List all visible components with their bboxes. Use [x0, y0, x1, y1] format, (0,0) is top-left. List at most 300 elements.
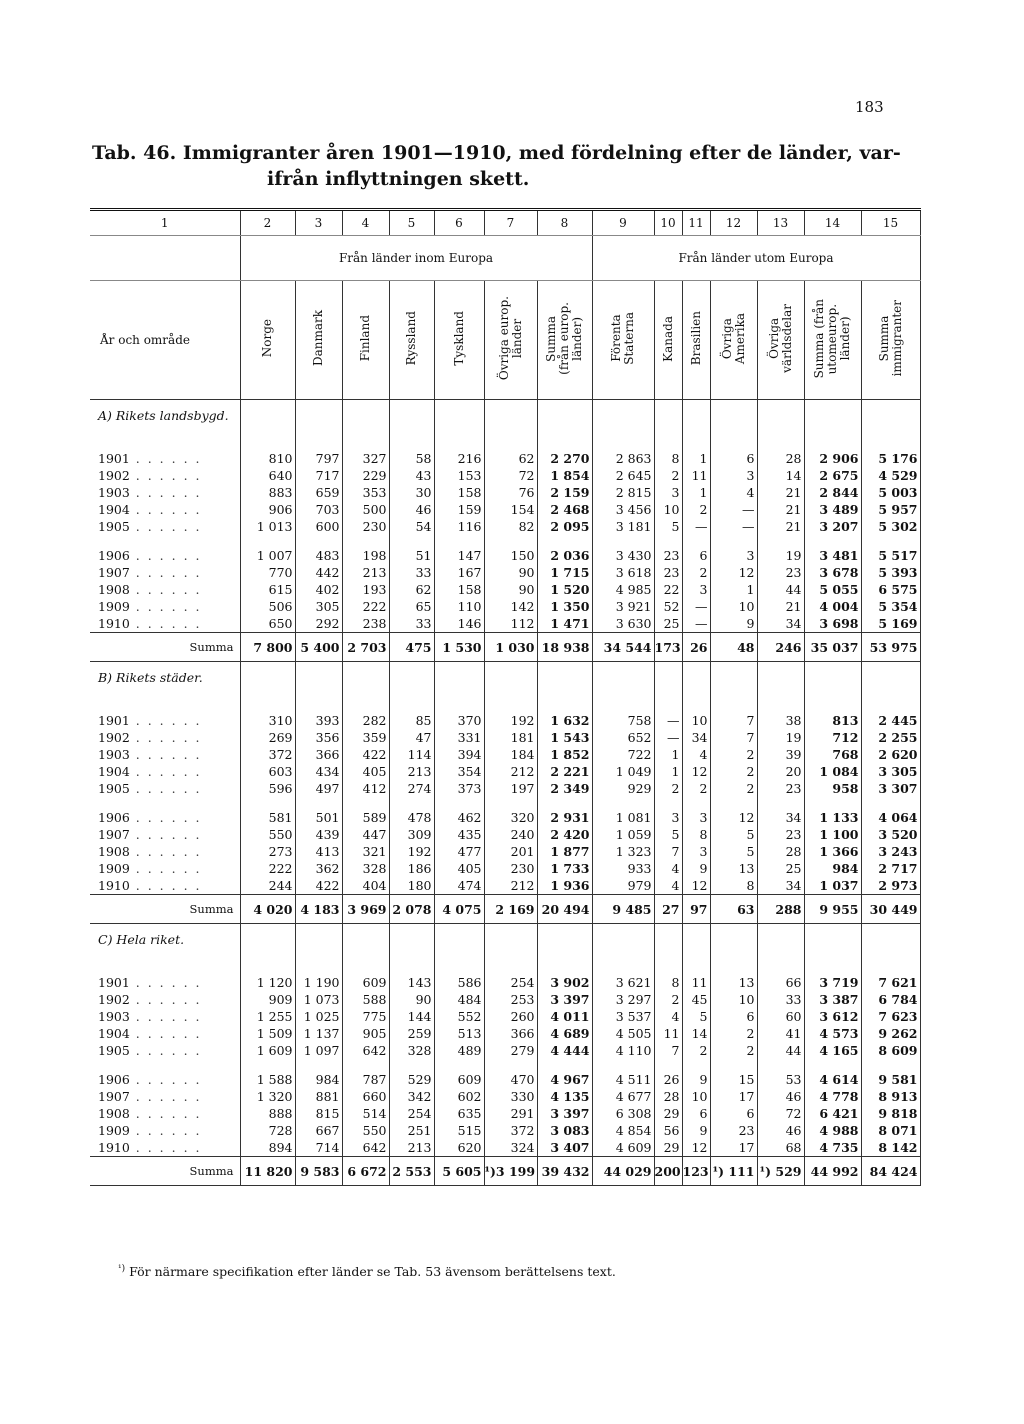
table-row [90, 598, 920, 615]
empty-cell [484, 535, 537, 547]
value-cell: 3 207 [804, 518, 861, 535]
leader-dots: . . . . . . [129, 451, 202, 466]
table-row [90, 763, 920, 780]
value-cell: 1 100 [804, 826, 861, 843]
value-cell: 513 [434, 1025, 484, 1042]
summa-cell: 63 [710, 895, 757, 924]
empty-cell [537, 662, 592, 713]
value-cell: 154 [484, 501, 537, 518]
value-cell: 13 [710, 860, 757, 877]
value-cell: 328 [389, 1042, 434, 1059]
summa-cell: 20 494 [537, 895, 592, 924]
value-cell: 1 059 [592, 826, 654, 843]
value-cell: 238 [342, 615, 389, 633]
year-label: 1909 [98, 861, 130, 876]
value-cell: 2 [682, 501, 710, 518]
value-cell: 3 489 [804, 501, 861, 518]
empty-cell [592, 797, 654, 809]
summa-cell: 35 037 [804, 633, 861, 662]
value-cell: 110 [434, 598, 484, 615]
empty-cell [804, 797, 861, 809]
leader-dots: . . . . . . [129, 582, 202, 597]
value-cell: 659 [295, 484, 342, 501]
value-cell: 29 [654, 1105, 682, 1122]
value-cell: 274 [389, 780, 434, 797]
table-row [90, 826, 920, 843]
empty-cell [342, 1059, 389, 1071]
empty-cell [710, 924, 757, 975]
value-cell: 370 [434, 712, 484, 729]
summa-cell: 173 [654, 633, 682, 662]
year-cell [90, 1122, 240, 1139]
table-row [90, 1071, 920, 1088]
value-cell: 2 036 [537, 547, 592, 564]
value-cell: 2 255 [861, 729, 920, 746]
value-cell: 25 [654, 615, 682, 633]
column-header-label: Övriga europ. länder [496, 296, 524, 381]
value-cell: 5 302 [861, 518, 920, 535]
value-cell: 320 [484, 809, 537, 826]
table-row [90, 547, 920, 564]
value-cell: 589 [342, 809, 389, 826]
value-cell: 8 [682, 826, 710, 843]
value-cell: 1 609 [240, 1042, 295, 1059]
year-label: 1901 [98, 713, 130, 728]
year-cell [90, 877, 240, 895]
year-cell [90, 1105, 240, 1122]
value-cell: 394 [434, 746, 484, 763]
value-cell: 158 [434, 581, 484, 598]
value-cell: 787 [342, 1071, 389, 1088]
value-cell: 26 [654, 1071, 682, 1088]
summa-cell: 48 [710, 633, 757, 662]
value-cell: 5 [654, 518, 682, 535]
year-cell [90, 564, 240, 581]
value-cell: 7 623 [861, 1008, 920, 1025]
value-cell: 905 [342, 1025, 389, 1042]
value-cell: 894 [240, 1139, 295, 1157]
value-cell: 484 [434, 991, 484, 1008]
table-row [90, 1008, 920, 1025]
section-header-row [90, 924, 920, 975]
value-cell: 2 221 [537, 763, 592, 780]
value-cell: 2 815 [592, 484, 654, 501]
value-cell: 1 [682, 484, 710, 501]
value-cell: 2 717 [861, 860, 920, 877]
value-cell: 714 [295, 1139, 342, 1157]
value-cell: 12 [682, 763, 710, 780]
summa-row [90, 633, 920, 662]
year-cell [90, 467, 240, 484]
value-cell: 4 [710, 484, 757, 501]
summa-cell: 123 [682, 1157, 710, 1186]
empty-cell [861, 400, 920, 451]
summa-cell: 26 [682, 633, 710, 662]
value-cell: 38 [757, 712, 804, 729]
value-cell: 2 [710, 763, 757, 780]
column-header-label: Danmark [311, 310, 325, 367]
value-cell: 10 [654, 501, 682, 518]
value-cell: 310 [240, 712, 295, 729]
year-label: 1903 [98, 1009, 130, 1024]
empty-cell [757, 1059, 804, 1071]
value-cell: 66 [757, 974, 804, 991]
summa-cell: 2 169 [484, 895, 537, 924]
column-header-label: Tyskland [451, 311, 466, 366]
value-cell: 768 [804, 746, 861, 763]
value-cell: 158 [434, 484, 484, 501]
value-cell: 2 [654, 467, 682, 484]
summa-cell: 30 449 [861, 895, 920, 924]
value-cell: 2 [710, 1042, 757, 1059]
table-row [90, 518, 920, 535]
table-row [90, 780, 920, 797]
column-number: 2 [240, 210, 295, 236]
empty-cell [592, 400, 654, 451]
empty-cell [389, 535, 434, 547]
year-label: 1908 [98, 582, 130, 597]
value-cell: 422 [295, 877, 342, 895]
value-cell: 1 137 [295, 1025, 342, 1042]
summa-cell: 6 672 [342, 1157, 389, 1186]
value-cell: 260 [484, 1008, 537, 1025]
year-label: 1902 [98, 730, 130, 745]
value-cell: 197 [484, 780, 537, 797]
empty-cell [484, 797, 537, 809]
year-label: 1910 [98, 616, 130, 631]
summa-cell: 2 703 [342, 633, 389, 662]
value-cell: 2 645 [592, 467, 654, 484]
table-row [90, 1139, 920, 1157]
value-cell: 51 [389, 547, 434, 564]
leader-dots: . . . . . . [129, 992, 202, 1007]
value-cell: 412 [342, 780, 389, 797]
column-number: 4 [342, 210, 389, 236]
column-header-label: Övriga världsdelar [766, 304, 794, 373]
column-header [592, 281, 654, 400]
column-number: 12 [710, 210, 757, 236]
empty-cell [342, 797, 389, 809]
year-cell [90, 1025, 240, 1042]
value-cell: 1 366 [804, 843, 861, 860]
empty-cell [389, 797, 434, 809]
leader-dots: . . . . . . [129, 827, 202, 842]
value-cell: 552 [434, 1008, 484, 1025]
value-cell: 4 689 [537, 1025, 592, 1042]
empty-cell [537, 797, 592, 809]
value-cell: 3 520 [861, 826, 920, 843]
empty-cell [757, 535, 804, 547]
value-cell: 85 [389, 712, 434, 729]
value-cell: 1 632 [537, 712, 592, 729]
value-cell: 23 [757, 780, 804, 797]
value-cell: 44 [757, 581, 804, 598]
column-header [682, 281, 710, 400]
year-label: 1904 [98, 764, 130, 779]
value-cell: 6 [682, 547, 710, 564]
empty-cell [592, 662, 654, 713]
value-cell: 15 [710, 1071, 757, 1088]
empty-cell [861, 662, 920, 713]
value-cell: 5 [654, 826, 682, 843]
value-cell: 222 [240, 860, 295, 877]
table-title [92, 140, 942, 192]
year-cell [90, 712, 240, 729]
value-cell: 4 135 [537, 1088, 592, 1105]
empty-cell [295, 662, 342, 713]
value-cell: 23 [757, 564, 804, 581]
value-cell: 1 877 [537, 843, 592, 860]
year-label: 1908 [98, 844, 130, 859]
empty-cell [240, 1059, 295, 1071]
value-cell: 254 [389, 1105, 434, 1122]
value-cell: 3 181 [592, 518, 654, 535]
empty-cell [537, 400, 592, 451]
summa-row [90, 1157, 920, 1186]
value-cell: 34 [682, 729, 710, 746]
column-number: 6 [434, 210, 484, 236]
value-cell: 4 110 [592, 1042, 654, 1059]
value-cell: 9 581 [861, 1071, 920, 1088]
empty-cell [861, 924, 920, 975]
value-cell: 1 [710, 581, 757, 598]
value-cell: 642 [342, 1139, 389, 1157]
value-cell: 9 [682, 1071, 710, 1088]
value-cell: 180 [389, 877, 434, 895]
value-cell: 46 [757, 1088, 804, 1105]
value-cell: 478 [389, 809, 434, 826]
table-row [90, 1025, 920, 1042]
year-label: 1906 [98, 548, 130, 563]
value-cell: 366 [295, 746, 342, 763]
value-cell: 359 [342, 729, 389, 746]
table-row [90, 843, 920, 860]
value-cell: 324 [484, 1139, 537, 1157]
empty-cell [389, 400, 434, 451]
value-cell: 14 [682, 1025, 710, 1042]
value-cell: 550 [240, 826, 295, 843]
value-cell: 1 520 [537, 581, 592, 598]
value-cell: 213 [389, 1139, 434, 1157]
value-cell: 758 [592, 712, 654, 729]
empty-cell [389, 924, 434, 975]
column-header [342, 281, 389, 400]
value-cell: 462 [434, 809, 484, 826]
value-cell: 3 [654, 809, 682, 826]
empty-cell [654, 924, 682, 975]
value-cell: 2 844 [804, 484, 861, 501]
empty-cell [240, 797, 295, 809]
value-cell: 813 [804, 712, 861, 729]
table-row [90, 501, 920, 518]
column-number-row [90, 210, 920, 236]
value-cell: 722 [592, 746, 654, 763]
leader-dots: . . . . . . [129, 713, 202, 728]
value-cell: 354 [434, 763, 484, 780]
table-row [90, 729, 920, 746]
value-cell: 198 [342, 547, 389, 564]
value-cell: 12 [710, 809, 757, 826]
leader-dots: . . . . . . [129, 1089, 202, 1104]
year-label: 1901 [98, 975, 130, 990]
value-cell: 881 [295, 1088, 342, 1105]
value-cell: 201 [484, 843, 537, 860]
year-cell [90, 1008, 240, 1025]
value-cell: 90 [389, 991, 434, 1008]
summa-cell: 39 432 [537, 1157, 592, 1186]
summa-cell: 44 029 [592, 1157, 654, 1186]
year-cell [90, 581, 240, 598]
value-cell: 4 988 [804, 1122, 861, 1139]
empty-cell [710, 1059, 757, 1071]
value-cell: 222 [342, 598, 389, 615]
empty-cell [682, 400, 710, 451]
column-number: 3 [295, 210, 342, 236]
year-cell [90, 1071, 240, 1088]
value-cell: 273 [240, 843, 295, 860]
column-number: 9 [592, 210, 654, 236]
value-cell: 362 [295, 860, 342, 877]
value-cell: 4 064 [861, 809, 920, 826]
value-cell: 8 [654, 450, 682, 467]
table-row [90, 860, 920, 877]
value-cell: 1 509 [240, 1025, 295, 1042]
value-cell: 1 097 [295, 1042, 342, 1059]
value-cell: 470 [484, 1071, 537, 1088]
value-cell: 328 [342, 860, 389, 877]
summa-cell: 200 [654, 1157, 682, 1186]
empty-cell [804, 662, 861, 713]
value-cell: 34 [757, 615, 804, 633]
table-row [90, 581, 920, 598]
leader-dots: . . . . . . [129, 1123, 202, 1138]
value-cell: 10 [710, 598, 757, 615]
year-label: 1907 [98, 565, 130, 580]
empty-cell [484, 924, 537, 975]
empty-cell [710, 662, 757, 713]
value-cell: — [682, 598, 710, 615]
empty-cell [537, 924, 592, 975]
value-cell: 10 [682, 712, 710, 729]
empty-cell [90, 535, 240, 547]
value-cell: 5 957 [861, 501, 920, 518]
value-cell: 21 [757, 598, 804, 615]
value-cell: 728 [240, 1122, 295, 1139]
value-cell: 212 [484, 763, 537, 780]
value-cell: 142 [484, 598, 537, 615]
empty-cell [592, 1059, 654, 1071]
value-cell: 33 [389, 615, 434, 633]
year-label: 1905 [98, 781, 130, 796]
value-cell: 62 [484, 450, 537, 467]
value-cell: 6 784 [861, 991, 920, 1008]
year-cell [90, 746, 240, 763]
value-cell: 153 [434, 467, 484, 484]
leader-dots: . . . . . . [129, 747, 202, 762]
value-cell: 251 [389, 1122, 434, 1139]
value-cell: 5 [682, 1008, 710, 1025]
section-header-row [90, 400, 920, 451]
value-cell: 650 [240, 615, 295, 633]
title-line-2: ifrån inflyttningen skett. [267, 168, 530, 190]
year-cell [90, 729, 240, 746]
column-number: 14 [804, 210, 861, 236]
value-cell: 3 307 [861, 780, 920, 797]
column-header [434, 281, 484, 400]
value-cell: 797 [295, 450, 342, 467]
value-cell: 1 190 [295, 974, 342, 991]
value-cell: 21 [757, 484, 804, 501]
value-cell: 609 [342, 974, 389, 991]
value-cell: 2 [654, 991, 682, 1008]
value-cell: 23 [757, 826, 804, 843]
section-title: C) Hela riket. [90, 924, 240, 975]
value-cell: 60 [757, 1008, 804, 1025]
value-cell: 213 [342, 564, 389, 581]
column-header [537, 281, 592, 400]
value-cell: 23 [654, 547, 682, 564]
leader-dots: . . . . . . [129, 1140, 202, 1155]
value-cell: 12 [682, 877, 710, 895]
value-cell: 2 620 [861, 746, 920, 763]
empty-cell [484, 400, 537, 451]
value-cell: 159 [434, 501, 484, 518]
value-cell: 620 [434, 1139, 484, 1157]
value-cell: 5 [710, 826, 757, 843]
value-cell: 615 [240, 581, 295, 598]
value-cell: 186 [389, 860, 434, 877]
empty-cell [804, 400, 861, 451]
value-cell: 550 [342, 1122, 389, 1139]
year-label: 1907 [98, 1089, 130, 1104]
column-header-label: Finland [358, 315, 372, 362]
value-cell: 9 [682, 860, 710, 877]
title-line-1: Immigranter åren 1901—1910, med fördelning efter de länder, var- [182, 142, 901, 164]
column-header-label: Summa (från europ. länder) [544, 302, 584, 375]
value-cell: 193 [342, 581, 389, 598]
value-cell: — [710, 501, 757, 518]
value-cell: 4 529 [861, 467, 920, 484]
value-cell: 72 [757, 1105, 804, 1122]
leader-dots: . . . . . . [129, 1072, 202, 1087]
empty-cell [295, 797, 342, 809]
value-cell: 514 [342, 1105, 389, 1122]
value-cell: 586 [434, 974, 484, 991]
value-cell: 1 320 [240, 1088, 295, 1105]
immigrant-table [90, 208, 921, 1186]
value-cell: 41 [757, 1025, 804, 1042]
value-cell: 366 [484, 1025, 537, 1042]
value-cell: 770 [240, 564, 295, 581]
value-cell: 3 430 [592, 547, 654, 564]
value-cell: 3 481 [804, 547, 861, 564]
summa-cell: 18 938 [537, 633, 592, 662]
value-cell: 19 [757, 547, 804, 564]
empty-cell [861, 535, 920, 547]
value-cell: 146 [434, 615, 484, 633]
summa-cell: 475 [389, 633, 434, 662]
value-cell: 5 176 [861, 450, 920, 467]
summa-cell: 246 [757, 633, 804, 662]
value-cell: 1 007 [240, 547, 295, 564]
column-header [389, 281, 434, 400]
empty-cell [434, 797, 484, 809]
table-row [90, 991, 920, 1008]
value-cell: 3 621 [592, 974, 654, 991]
empty-cell [342, 662, 389, 713]
empty-cell [757, 924, 804, 975]
value-cell: 7 [654, 1042, 682, 1059]
